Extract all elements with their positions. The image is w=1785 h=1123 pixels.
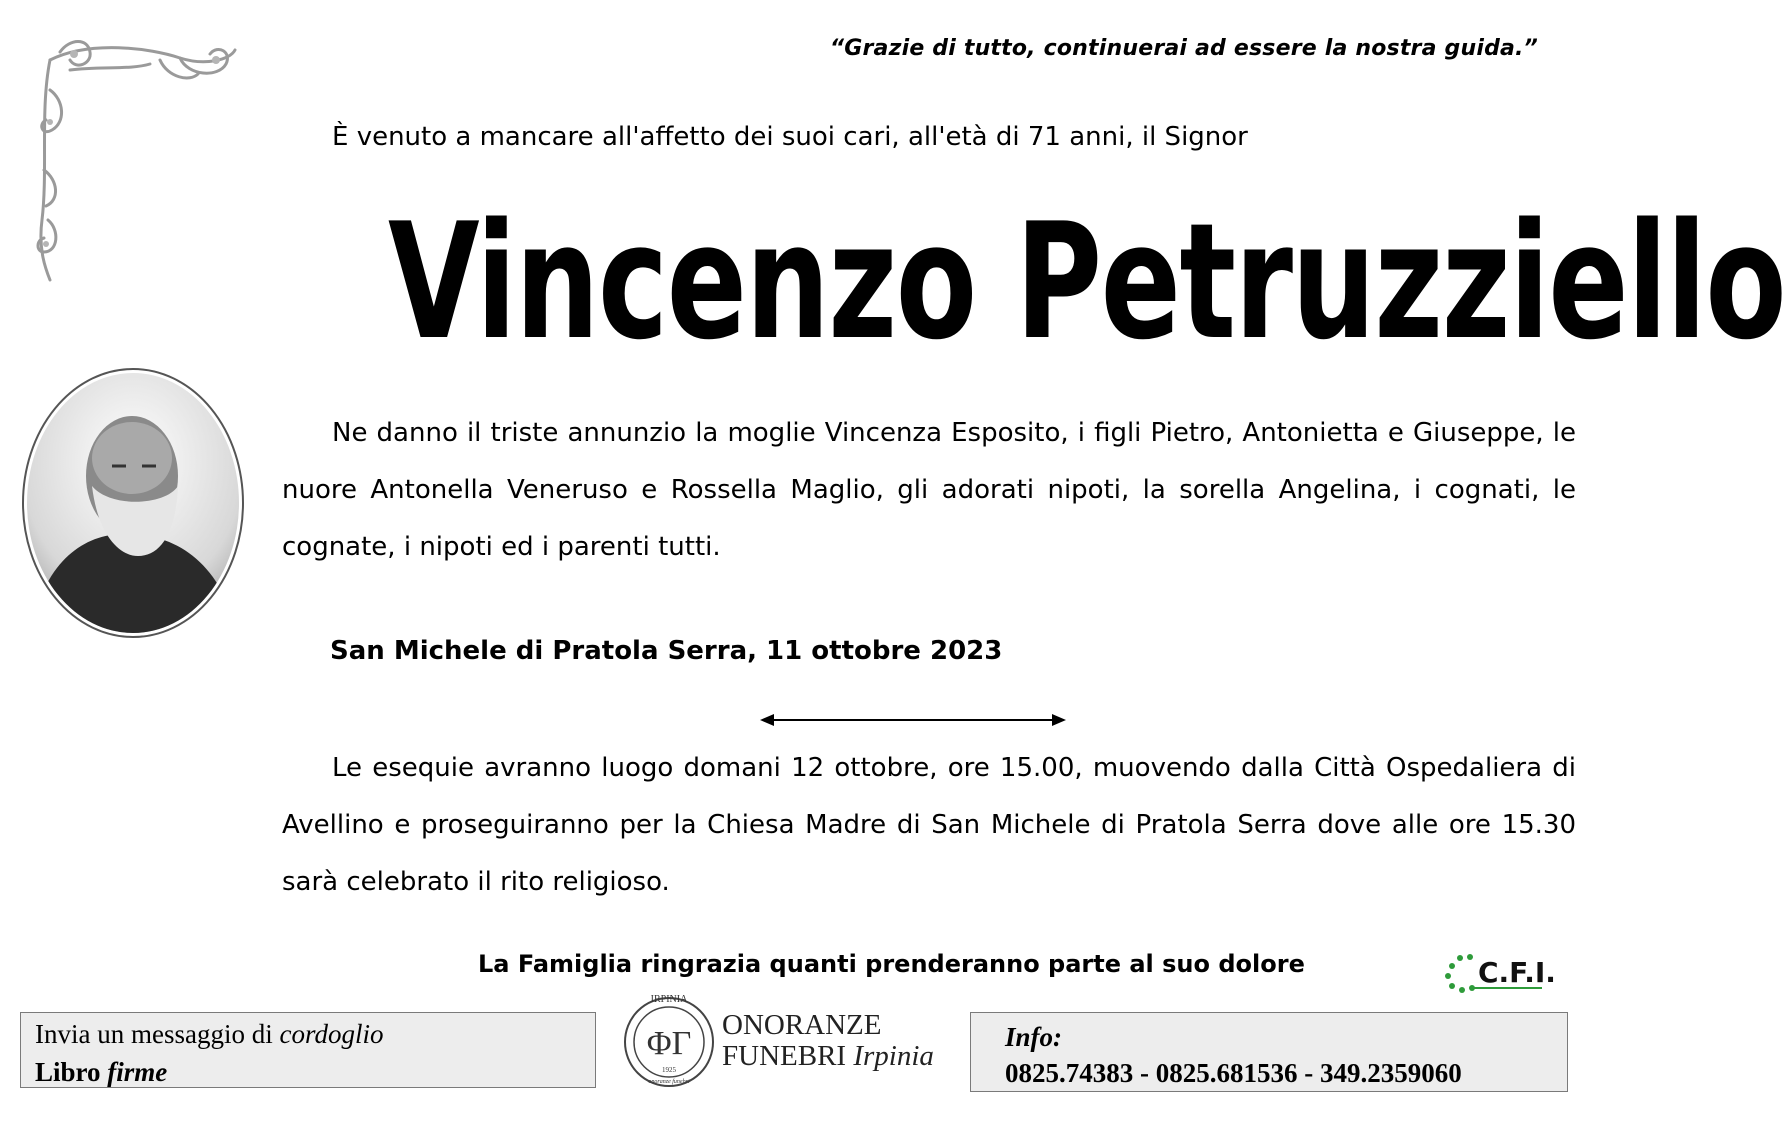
info-phones[interactable]: 0825.74383 - 0825.681536 - 349.2359060 — [1005, 1058, 1462, 1088]
svg-text:IRPINIA: IRPINIA — [650, 994, 688, 1005]
corner-ornament-icon — [30, 30, 240, 285]
info-box — [970, 1012, 1568, 1092]
funeral-home-seal-icon — [620, 990, 718, 1088]
funeral-details-paragraph: Le esequie avranno luogo domani 12 ottobre, ore 15.00, muovendo dalla Città Ospedaliera di Avellino e proseguiranno per la Chiesa Madre di San Michele di Pratola Serra dove alle ore 15.30 sarà celebrato il rito religioso. — [282, 753, 1576, 897]
info-label: Info: — [1005, 1022, 1063, 1052]
family-thanks: La Famiglia ringrazia quanti prenderanno parte al suo dolore — [478, 950, 1305, 978]
guestbook-link[interactable]: Libro firme — [35, 1057, 168, 1087]
svg-text:onoranze funebri: onoranze funebri — [648, 1079, 690, 1085]
quote-text: “Grazie di tutto, continuerai ad essere la nostra guida.” — [829, 36, 1538, 61]
svg-text:1925: 1925 — [662, 1066, 676, 1074]
condolence-message-link[interactable]: Invia un messaggio di cordoglio — [35, 1019, 384, 1049]
intro-text: È venuto a mancare all'affetto dei suoi cari, all'età di 71 anni, il Signor — [332, 122, 1248, 152]
deceased-name: Vincenzo Petruzziello — [388, 188, 1785, 375]
funeral-home-name: ONORANZE FUNEBRI Irpinia — [722, 1009, 934, 1072]
portrait-image — [20, 366, 246, 640]
condolence-box[interactable] — [20, 1012, 596, 1088]
cfi-logo-icon — [1444, 950, 1556, 1000]
announcement-paragraph: Ne danno il triste annunzio la moglie Vincenza Esposito, i figli Pietro, Antonietta e Giuseppe, le nuore Antonella Veneruso e Rossella Maglio, gli adorati nipoti, la sorella Angelina, i cognati, le cognate, i nipoti ed i parenti tutti. — [282, 418, 1576, 562]
place-date: San Michele di Pratola Serra, 11 ottobre 2023 — [330, 636, 1003, 666]
svg-text:ΦΓ: ΦΓ — [646, 1025, 692, 1062]
double-arrow-icon — [760, 710, 1066, 730]
cfi-logo-text: C.F.I. — [1478, 956, 1556, 989]
